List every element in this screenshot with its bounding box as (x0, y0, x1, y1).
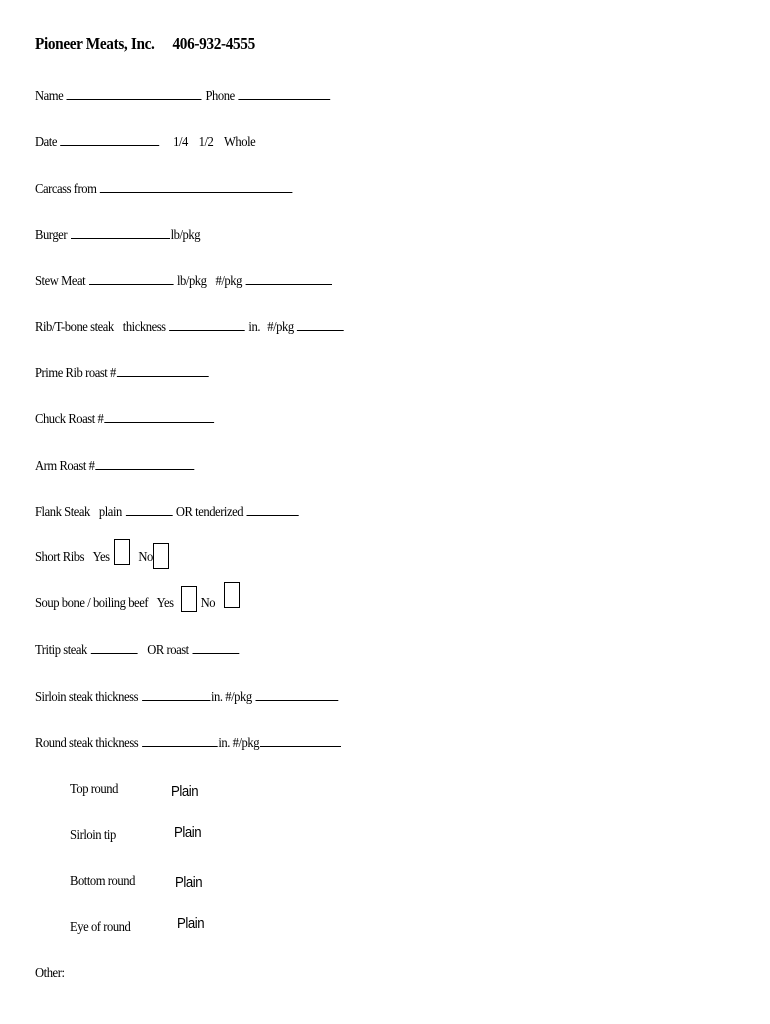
stew-meat-row (35, 270, 333, 292)
prime-rib-label: Prime Rib roast # (35, 366, 116, 381)
rib-thickness-label: thickness (122, 320, 166, 335)
flank-steak-row (35, 501, 300, 523)
short-ribs-no-label: No (138, 550, 153, 565)
burger-unit: lb/pkg (170, 228, 201, 243)
sirloin-label: Sirloin steak thickness (35, 690, 139, 705)
round-cut-value[interactable]: Plain (177, 915, 205, 932)
date-field[interactable] (61, 131, 160, 146)
chuck-label: Chuck Roast # (35, 412, 104, 427)
stew-label: Stew Meat (35, 274, 86, 289)
round-cut-value[interactable]: Plain (171, 783, 199, 800)
date-label: Date (35, 135, 57, 150)
tritip-or-label: OR roast (147, 643, 189, 658)
stew-unit: lb/pkg (176, 274, 207, 289)
soup-no-label: No (200, 596, 216, 611)
round-in-label: in. (218, 736, 230, 751)
carcass-row (35, 178, 294, 200)
flank-label: Flank Steak (35, 505, 90, 520)
round-cut-label: Top round (70, 782, 118, 797)
round-cut-eye (70, 917, 130, 939)
chuck-field[interactable] (104, 408, 214, 423)
round-thickness-field[interactable] (142, 732, 218, 747)
burger-field[interactable] (71, 224, 170, 239)
short-ribs-label: Short Ribs (35, 550, 85, 565)
flank-plain-field[interactable] (125, 501, 172, 516)
size-half-option[interactable]: 1/2 (198, 135, 214, 150)
company-name: Pioneer Meats, Inc. (35, 34, 155, 53)
soup-yes-label: Yes (156, 596, 174, 611)
short-ribs-row (35, 547, 153, 569)
tritip-label: Tritip steak (35, 643, 87, 658)
soup-label: Soup bone / boiling beef (35, 596, 149, 611)
round-cut-sirloin-tip (70, 825, 116, 847)
size-quarter-option[interactable]: 1/4 (173, 135, 188, 150)
name-field[interactable] (67, 85, 202, 100)
rib-thickness-field[interactable] (169, 316, 245, 331)
round-cut-value[interactable]: Plain (175, 874, 203, 891)
sirloin-count-label: #/pkg (225, 690, 252, 705)
company-phone: 406-932-4555 (172, 34, 255, 53)
burger-row (35, 224, 200, 246)
phone-label: Phone (205, 89, 235, 104)
sirloin-count-field[interactable] (255, 686, 338, 701)
round-label: Round steak thickness (35, 736, 139, 751)
round-cut-label: Bottom round (70, 874, 135, 889)
rib-count-label: #/pkg (267, 320, 294, 335)
burger-label: Burger (35, 228, 68, 243)
short-ribs-yes-checkbox[interactable] (114, 539, 130, 565)
round-count-field[interactable] (260, 732, 341, 747)
sirloin-in-label: in. (210, 690, 223, 705)
carcass-field[interactable] (100, 178, 293, 193)
size-whole-option[interactable]: Whole (223, 135, 256, 150)
arm-roast-row (35, 455, 195, 477)
flank-plain-label: plain (98, 505, 122, 520)
sirloin-row (35, 686, 339, 708)
round-cut-bottom (70, 871, 135, 893)
soup-yes-checkbox[interactable] (181, 586, 197, 612)
other-row (35, 963, 64, 985)
stew-weight-field[interactable] (89, 270, 174, 285)
rib-steak-row (35, 316, 345, 338)
round-cut-label: Eye of round (70, 920, 131, 935)
round-count-label: #/pkg (232, 736, 260, 751)
round-cut-top (70, 779, 118, 801)
carcass-label: Carcass from (35, 182, 97, 197)
tritip-steak-field[interactable] (90, 639, 137, 654)
stew-count-field[interactable] (246, 270, 332, 285)
rib-count-field[interactable] (297, 316, 344, 331)
round-cut-value[interactable]: Plain (174, 824, 202, 841)
arm-label: Arm Roast # (35, 459, 95, 474)
prime-rib-field[interactable] (117, 362, 209, 377)
rib-label: Rib/T-bone steak (35, 320, 114, 335)
arm-field[interactable] (95, 455, 194, 470)
soup-no-checkbox[interactable] (224, 582, 240, 608)
name-label: Name (35, 89, 64, 104)
flank-tenderized-field[interactable] (247, 501, 299, 516)
form-header (35, 33, 255, 55)
phone-field[interactable] (238, 85, 330, 100)
short-ribs-no-checkbox[interactable] (153, 543, 169, 569)
other-label[interactable]: Other: (35, 966, 65, 981)
tritip-row (35, 639, 240, 661)
short-ribs-yes-label: Yes (92, 550, 110, 565)
sirloin-thickness-field[interactable] (142, 686, 210, 701)
name-phone-row (35, 85, 331, 107)
chuck-roast-row (35, 408, 215, 430)
stew-count-label: #/pkg (215, 274, 242, 289)
date-row (35, 131, 255, 153)
prime-rib-row (35, 362, 210, 384)
round-cut-label: Sirloin tip (70, 828, 116, 843)
tritip-roast-field[interactable] (192, 639, 239, 654)
rib-in-label: in. (248, 320, 261, 335)
round-steak-row (35, 732, 342, 754)
flank-or-label: OR tenderized (175, 505, 244, 520)
